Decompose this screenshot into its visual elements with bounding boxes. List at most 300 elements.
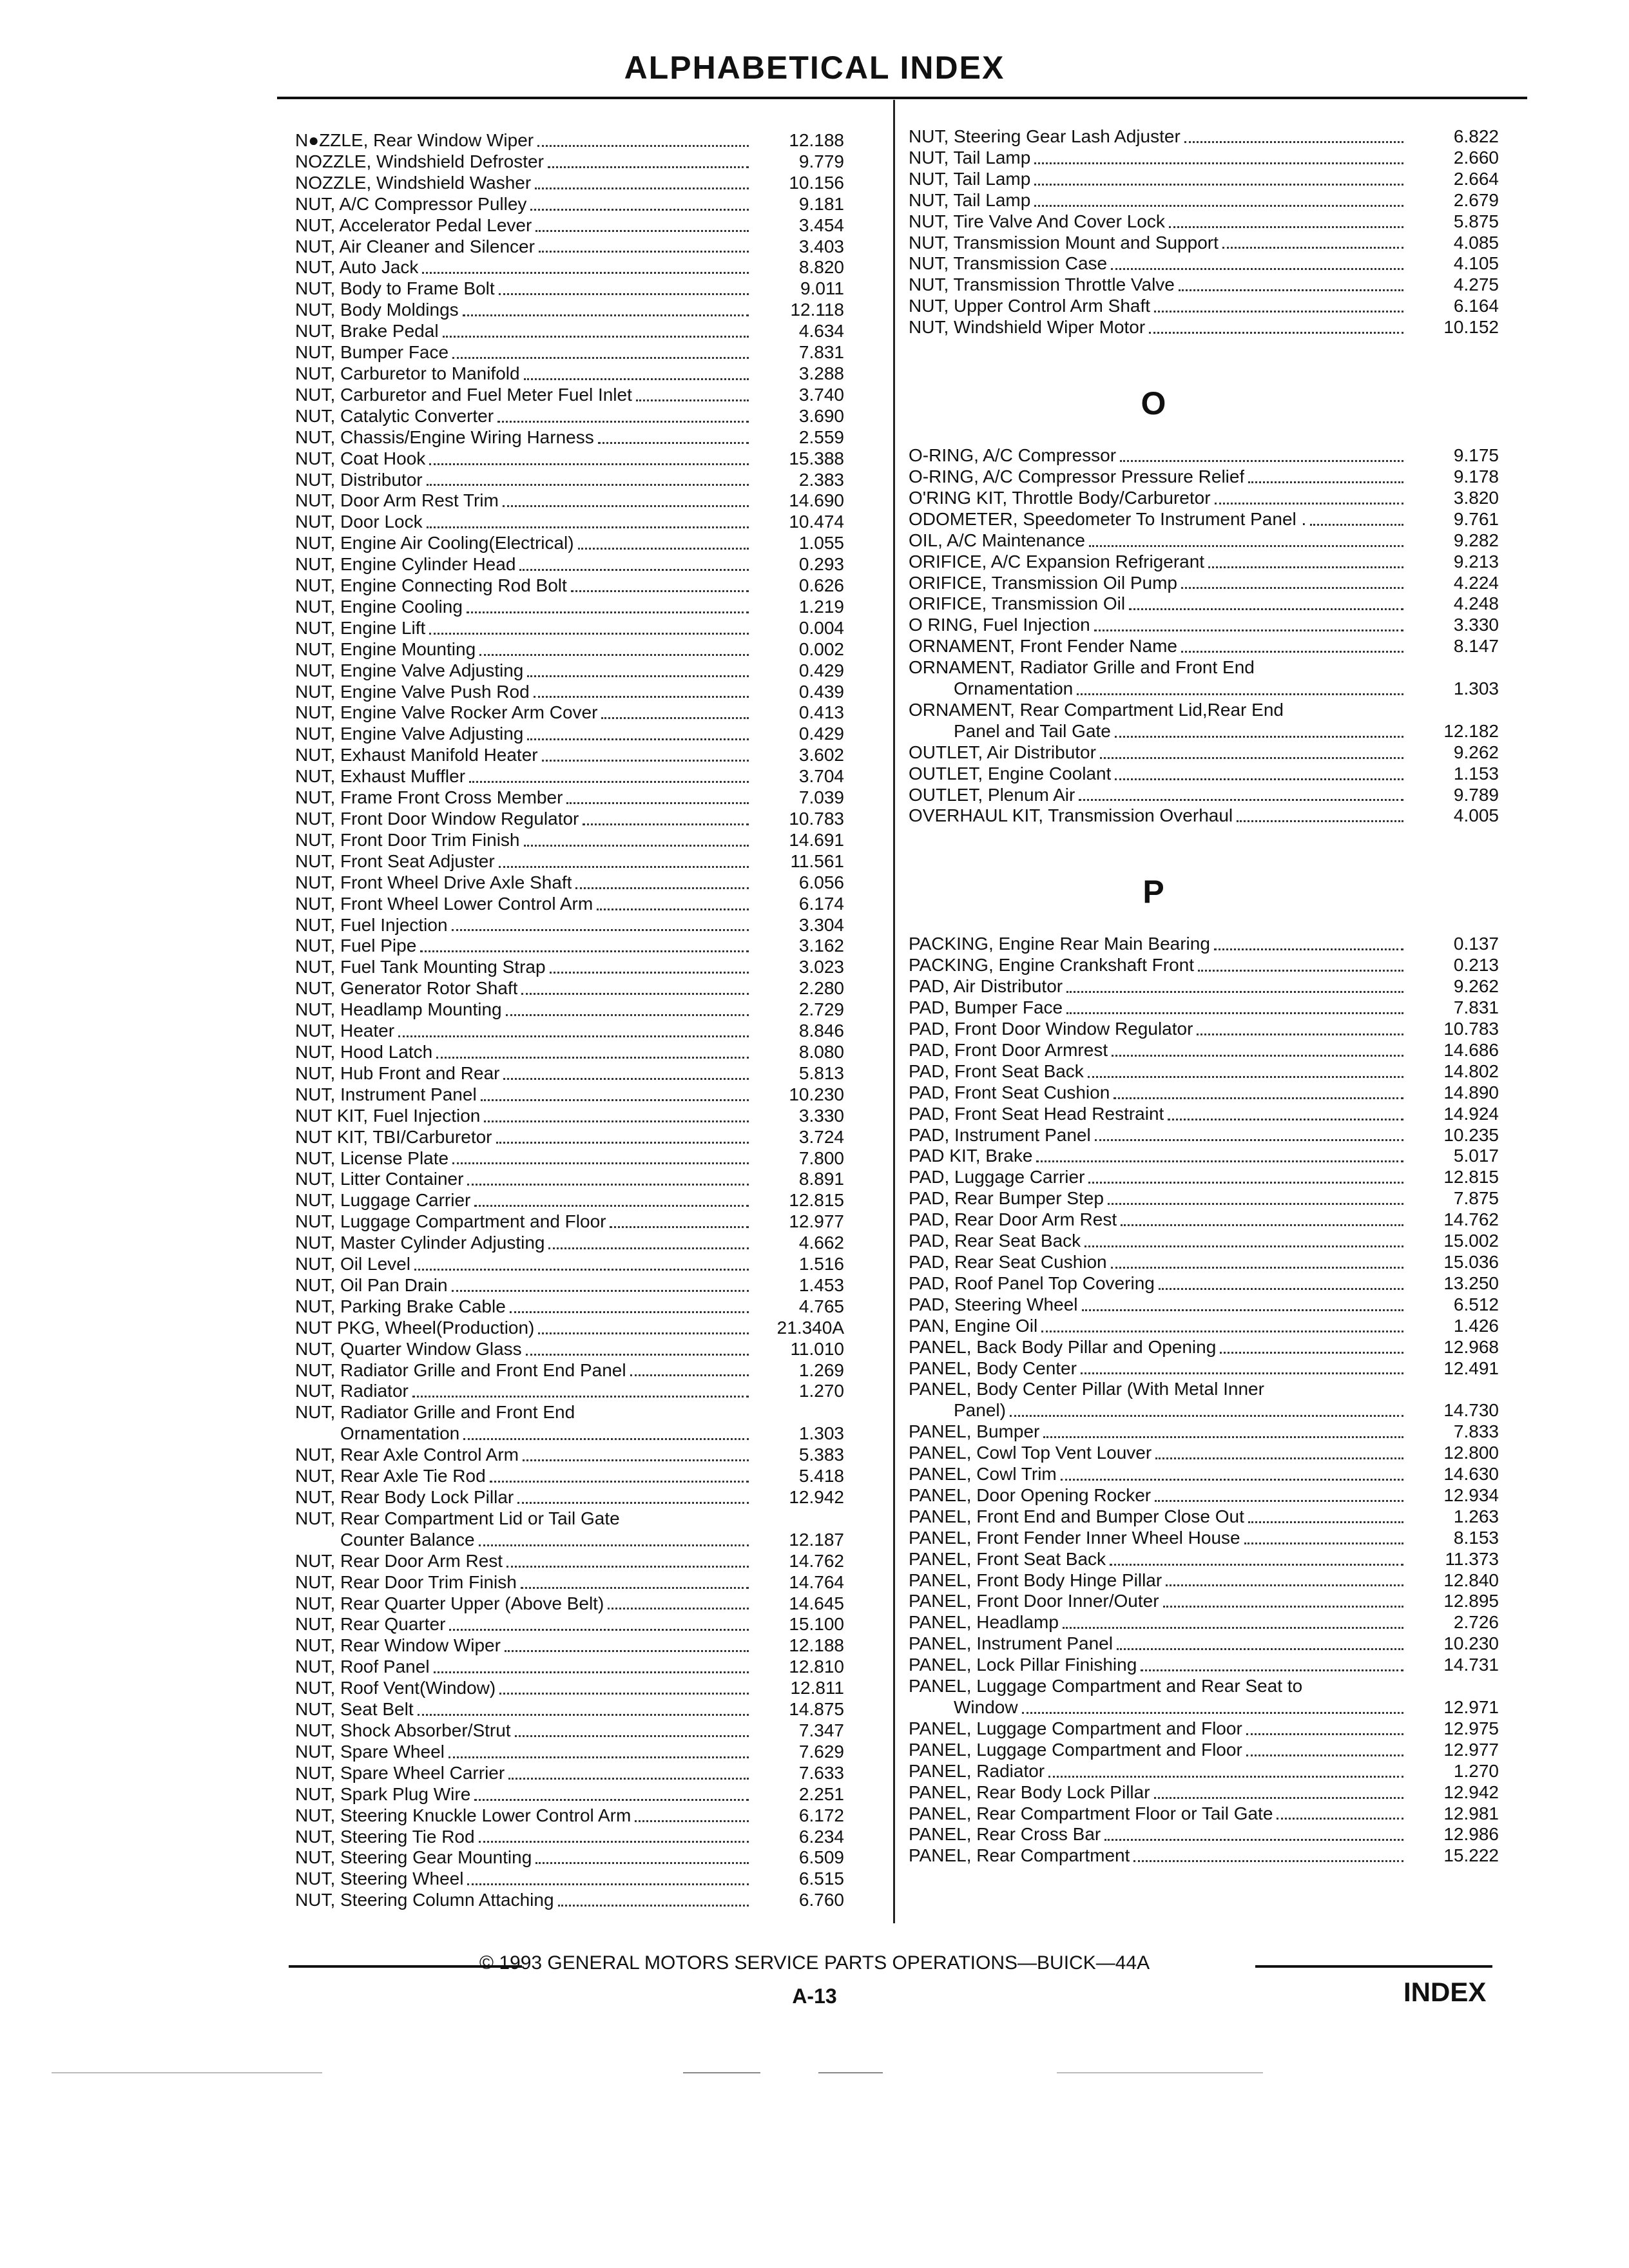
entry-page-ref: 9.779 bbox=[798, 151, 844, 171]
dot-leader bbox=[548, 166, 749, 168]
dot-leader bbox=[526, 1353, 749, 1356]
dot-leader bbox=[598, 441, 749, 444]
dot-leader bbox=[506, 1565, 749, 1568]
dot-leader bbox=[530, 208, 749, 211]
dot-leader bbox=[506, 1014, 749, 1016]
entry-name: NUT, Steering Tie Rod bbox=[295, 1826, 475, 1847]
section-p-entries bbox=[909, 934, 1499, 1867]
entry-page-ref: 1.516 bbox=[798, 1254, 844, 1274]
index-entry bbox=[295, 1063, 844, 1084]
entry-name: NUT, Fuel Pipe bbox=[295, 936, 417, 956]
dot-leader bbox=[539, 250, 749, 253]
dot-leader bbox=[1066, 1012, 1403, 1014]
index-entry bbox=[295, 533, 844, 554]
entry-page-ref: 2.559 bbox=[798, 427, 844, 447]
index-entry bbox=[909, 445, 1499, 466]
index-entry bbox=[909, 1718, 1499, 1740]
entry-name: NUT, Engine Connecting Rod Bolt bbox=[295, 575, 567, 596]
entry-name: PAD, Rear Seat Cushion bbox=[909, 1251, 1107, 1272]
index-entry bbox=[295, 173, 844, 194]
index-entry bbox=[295, 1233, 844, 1254]
entry-name: PAD, Front Seat Cushion bbox=[909, 1082, 1110, 1102]
entry-page-ref: 1.453 bbox=[798, 1274, 844, 1295]
entry-name: NUT, Seat Belt bbox=[295, 1699, 414, 1720]
dot-leader bbox=[479, 653, 749, 656]
index-entry bbox=[909, 509, 1499, 530]
entry-page-ref: 3.704 bbox=[798, 766, 844, 787]
dot-leader bbox=[1121, 1224, 1403, 1226]
entry-page-ref: 12.491 bbox=[1443, 1358, 1499, 1378]
entry-name: NUT, License Plate bbox=[295, 1148, 449, 1168]
entry-name: PAN, Engine Oil bbox=[909, 1315, 1038, 1336]
entry-name: NUT, Generator Rotor Shaft bbox=[295, 978, 518, 999]
dot-leader bbox=[499, 865, 749, 868]
entry-page-ref: 12.981 bbox=[1443, 1803, 1499, 1823]
entry-page-ref: 9.011 bbox=[800, 278, 844, 299]
index-entry bbox=[295, 702, 844, 724]
entry-name: NUT, Spark Plug Wire bbox=[295, 1783, 471, 1804]
index-entry bbox=[295, 682, 844, 703]
entry-page-ref: 1.269 bbox=[798, 1360, 844, 1380]
entry-name: PAD, Rear Bumper Step bbox=[909, 1188, 1104, 1209]
entry-page-ref: 6.515 bbox=[798, 1869, 844, 1889]
dot-leader bbox=[1022, 1711, 1403, 1714]
entry-page-ref: 4.224 bbox=[1453, 572, 1499, 593]
entry-name: OUTLET, Air Distributor bbox=[909, 742, 1096, 762]
entry-page-ref: 0.626 bbox=[798, 575, 844, 596]
entry-page-ref: 0.429 bbox=[798, 724, 844, 744]
entry-page-ref: 4.765 bbox=[798, 1296, 844, 1316]
entry-page-ref: 0.439 bbox=[798, 681, 844, 702]
index-entry bbox=[909, 1824, 1499, 1845]
index-entry bbox=[909, 1782, 1499, 1803]
entry-name: NUT, Rear Quarter bbox=[295, 1614, 446, 1635]
entry-page-ref: 14.802 bbox=[1443, 1061, 1499, 1081]
entry-page-ref: 14.690 bbox=[789, 490, 844, 511]
dot-leader bbox=[1277, 1817, 1403, 1820]
index-entry bbox=[295, 1254, 844, 1275]
entry-page-ref: 9.213 bbox=[1453, 551, 1499, 572]
dot-leader bbox=[1120, 459, 1403, 462]
dot-leader bbox=[1166, 1584, 1403, 1586]
entry-name: OUTLET, Engine Coolant bbox=[909, 763, 1112, 783]
entry-name: PACKING, Engine Rear Main Bearing bbox=[909, 934, 1210, 954]
entry-name: NUT, Rear Axle Tie Rod bbox=[295, 1466, 486, 1486]
dot-leader bbox=[1041, 1330, 1403, 1332]
entry-page-ref: 12.187 bbox=[789, 1529, 844, 1550]
entry-name: O'RING KIT, Throttle Body/Carburetor bbox=[909, 487, 1211, 508]
entry-name: PAD, Air Distributor bbox=[909, 976, 1063, 997]
entry-page-ref: 15.002 bbox=[1443, 1231, 1499, 1251]
index-entry bbox=[909, 1231, 1499, 1252]
entry-name: NUT, Hub Front and Rear bbox=[295, 1062, 500, 1083]
index-entry bbox=[909, 1740, 1499, 1761]
entry-name: NUT, Engine Lift bbox=[295, 617, 426, 638]
dot-leader bbox=[1214, 948, 1403, 950]
entry-page-ref: 14.731 bbox=[1443, 1655, 1499, 1675]
entry-page-ref: 7.831 bbox=[798, 342, 844, 363]
index-entry bbox=[295, 1466, 844, 1487]
entry-page-ref: 8.080 bbox=[798, 1041, 844, 1062]
section-label: INDEX bbox=[1403, 1977, 1487, 2007]
index-entry bbox=[295, 1127, 844, 1148]
dot-leader bbox=[1111, 267, 1403, 270]
entry-name: Ornamentation bbox=[954, 678, 1074, 699]
dot-leader bbox=[496, 1141, 749, 1144]
entry-name: NUT, Spare Wheel Carrier bbox=[295, 1762, 505, 1783]
entry-name: PAD, Luggage Carrier bbox=[909, 1167, 1085, 1187]
entry-name: NUT, Front Door Window Regulator bbox=[295, 809, 579, 829]
dot-leader bbox=[1077, 693, 1403, 695]
entry-name: NUT, Steering Knuckle Lower Control Arm bbox=[295, 1805, 631, 1825]
entry-page-ref: 11.561 bbox=[790, 850, 844, 871]
entry-page-ref: 10.235 bbox=[1443, 1124, 1499, 1145]
dot-leader bbox=[503, 505, 749, 507]
dot-leader bbox=[1181, 586, 1403, 589]
dot-leader bbox=[1084, 1245, 1403, 1247]
entry-name: NUT, Radiator Grille and Front End Panel bbox=[295, 1360, 626, 1380]
entry-page-ref: 10.474 bbox=[789, 512, 844, 532]
dot-leader bbox=[436, 1056, 749, 1059]
entry-page-ref: 0.429 bbox=[798, 660, 844, 680]
entry-name: ODOMETER, Speedometer To Instrument Panel . bbox=[909, 508, 1307, 529]
dot-leader bbox=[1088, 1075, 1403, 1078]
index-entry bbox=[295, 300, 844, 321]
entry-page-ref: 14.645 bbox=[789, 1593, 844, 1613]
index-entry bbox=[909, 1506, 1499, 1528]
dot-leader bbox=[548, 1247, 749, 1249]
index-entry bbox=[909, 1421, 1499, 1443]
index-entry bbox=[909, 233, 1499, 254]
dot-leader bbox=[1169, 226, 1403, 228]
entry-page-ref: 0.002 bbox=[798, 639, 844, 659]
entry-page-ref: 12.895 bbox=[1443, 1591, 1499, 1611]
dot-leader bbox=[398, 1035, 749, 1037]
entry-name: PANEL, Cowl Top Vent Louver bbox=[909, 1443, 1152, 1463]
index-entry bbox=[295, 490, 844, 512]
index-entry bbox=[295, 1635, 844, 1657]
index-entry bbox=[295, 130, 844, 151]
dot-leader bbox=[452, 356, 749, 359]
index-entry bbox=[909, 1697, 1499, 1718]
entry-page-ref: 12.977 bbox=[789, 1211, 844, 1232]
entry-name: NUT, Brake Pedal bbox=[295, 321, 439, 341]
index-entry bbox=[909, 1337, 1499, 1358]
dot-leader bbox=[1222, 246, 1403, 249]
entry-page-ref: 12.182 bbox=[1443, 720, 1499, 741]
index-entry bbox=[909, 552, 1499, 573]
entry-page-ref: 6.234 bbox=[798, 1826, 844, 1847]
entry-page-ref: 8.153 bbox=[1453, 1527, 1499, 1548]
entry-name: NUT, Oil Pan Drain bbox=[295, 1274, 448, 1295]
index-entry bbox=[295, 236, 844, 258]
entry-name: NUT KIT, TBI/Carburetor bbox=[295, 1126, 492, 1147]
dot-leader bbox=[1094, 629, 1403, 631]
index-entry bbox=[295, 512, 844, 533]
entry-page-ref: 0.137 bbox=[1453, 934, 1499, 954]
entry-name: NUT, Litter Container bbox=[295, 1169, 464, 1189]
index-entry bbox=[909, 1845, 1499, 1867]
dot-leader bbox=[1141, 1669, 1403, 1671]
entry-page-ref: 3.162 bbox=[798, 936, 844, 956]
index-entry bbox=[909, 1761, 1499, 1782]
entry-page-ref: 1.426 bbox=[1453, 1315, 1499, 1336]
entry-name: PAD, Bumper Face bbox=[909, 997, 1063, 1018]
index-entry bbox=[909, 1167, 1499, 1188]
entry-name: NUT, Radiator bbox=[295, 1381, 409, 1401]
dot-leader bbox=[1197, 1033, 1403, 1035]
entry-name: NUT, Front Wheel Lower Control Arm bbox=[295, 893, 593, 914]
index-entry bbox=[909, 1188, 1499, 1209]
entry-page-ref: 14.890 bbox=[1443, 1082, 1499, 1102]
dot-leader bbox=[537, 144, 749, 147]
dot-leader bbox=[610, 1225, 749, 1228]
entry-name: OVERHAUL KIT, Transmission Overhaul bbox=[909, 805, 1233, 826]
section-letter-o: O bbox=[1141, 385, 1166, 422]
index-entry bbox=[295, 957, 844, 978]
entry-name: NUT, Steering Column Attaching bbox=[295, 1890, 554, 1910]
dot-leader bbox=[558, 1904, 749, 1907]
index-entry bbox=[295, 1211, 844, 1233]
dot-leader bbox=[1215, 502, 1403, 505]
entry-name: O-RING, A/C Compressor Pressure Relief bbox=[909, 466, 1245, 486]
entry-name: NUT, Steering Gear Mounting bbox=[295, 1847, 532, 1868]
index-entry bbox=[909, 296, 1499, 317]
dot-leader bbox=[1248, 1521, 1403, 1523]
index-entry bbox=[909, 1209, 1499, 1231]
entry-page-ref: 1.270 bbox=[798, 1381, 844, 1401]
dot-leader bbox=[452, 1162, 749, 1164]
entry-name: NUT, Exhaust Muffler bbox=[295, 766, 466, 787]
dot-leader bbox=[1117, 1648, 1403, 1650]
entry-page-ref: 6.174 bbox=[798, 893, 844, 914]
entry-name: NUT, Front Seat Adjuster bbox=[295, 850, 495, 871]
dot-leader bbox=[1043, 1436, 1403, 1438]
entry-name: NUT, Engine Cooling bbox=[295, 596, 463, 617]
entry-page-ref: 3.690 bbox=[798, 405, 844, 426]
entry-name: NUT, Frame Front Cross Member bbox=[295, 787, 563, 808]
entry-name: PANEL, Bumper bbox=[909, 1421, 1040, 1442]
entry-page-ref: 9.181 bbox=[798, 193, 844, 214]
entry-name: PANEL, Front Seat Back bbox=[909, 1548, 1106, 1569]
index-entry bbox=[295, 618, 844, 639]
entry-name: NUT, Engine Valve Rocker Arm Cover bbox=[295, 702, 598, 723]
dot-leader bbox=[1113, 1097, 1403, 1099]
entry-page-ref: 2.679 bbox=[1453, 189, 1499, 210]
entry-page-ref: 4.275 bbox=[1453, 274, 1499, 295]
index-entry bbox=[909, 1591, 1499, 1612]
index-entry bbox=[909, 1464, 1499, 1485]
entry-name: O-RING, A/C Compressor bbox=[909, 445, 1117, 466]
entry-name: NUT, Transmission Throttle Valve bbox=[909, 274, 1175, 295]
dot-leader bbox=[499, 1692, 749, 1695]
entry-page-ref: 1.219 bbox=[798, 596, 844, 617]
dot-leader bbox=[1048, 1775, 1403, 1778]
index-entry bbox=[295, 1678, 844, 1699]
entry-page-ref: 4.662 bbox=[798, 1233, 844, 1253]
entry-page-ref: 12.840 bbox=[1443, 1570, 1499, 1590]
dot-leader bbox=[1220, 1351, 1403, 1354]
index-entry bbox=[909, 1528, 1499, 1549]
index-entry bbox=[909, 253, 1499, 274]
entry-name: NUT, Shock Absorber/Strut bbox=[295, 1720, 511, 1740]
entry-name: NUT, Chassis/Engine Wiring Harness bbox=[295, 427, 594, 447]
scan-artifact bbox=[818, 2072, 883, 2073]
entry-name: PAD, Rear Door Arm Rest bbox=[909, 1209, 1117, 1230]
dot-leader bbox=[1181, 650, 1403, 653]
entry-name: NUT, Body to Frame Bolt bbox=[295, 278, 495, 299]
dot-leader bbox=[542, 759, 749, 762]
entry-name: NUT, Instrument Panel bbox=[295, 1084, 477, 1104]
index-entry bbox=[909, 466, 1499, 488]
entry-name: PANEL, Instrument Panel bbox=[909, 1633, 1113, 1654]
entry-name: O RING, Fuel Injection bbox=[909, 615, 1090, 635]
index-entry bbox=[295, 724, 844, 745]
index-entry bbox=[295, 894, 844, 915]
dot-leader bbox=[524, 844, 749, 847]
index-entry bbox=[295, 1827, 844, 1848]
entry-name: NUT, Windshield Wiper Motor bbox=[909, 317, 1146, 338]
dot-leader bbox=[1198, 969, 1403, 972]
index-entry bbox=[909, 1061, 1499, 1082]
dot-leader bbox=[1010, 1414, 1403, 1417]
dot-leader bbox=[515, 1735, 749, 1737]
dot-leader bbox=[1089, 544, 1403, 547]
entry-page-ref: 1.055 bbox=[798, 533, 844, 553]
index-entry bbox=[295, 745, 844, 766]
entry-page-ref: 12.188 bbox=[789, 130, 844, 150]
index-entry bbox=[909, 764, 1499, 785]
index-entry bbox=[295, 1487, 844, 1508]
dot-leader bbox=[429, 632, 749, 635]
entry-name: NUT, Accelerator Pedal Lever bbox=[295, 215, 532, 235]
dot-leader bbox=[1034, 162, 1403, 164]
entry-name: NUT, Catalytic Converter bbox=[295, 405, 494, 426]
entry-name: OUTLET, Plenum Air bbox=[909, 784, 1075, 805]
index-entry bbox=[909, 976, 1499, 997]
entry-page-ref: 10.230 bbox=[1443, 1633, 1499, 1654]
dot-leader bbox=[1112, 1054, 1403, 1057]
dot-leader bbox=[418, 1713, 749, 1716]
dot-leader bbox=[499, 293, 749, 295]
index-entry bbox=[295, 385, 844, 406]
dot-leader bbox=[414, 1268, 749, 1271]
dot-leader bbox=[601, 716, 749, 719]
entry-name: ORIFICE, A/C Expansion Refrigerant bbox=[909, 551, 1205, 572]
entry-page-ref: 6.509 bbox=[798, 1847, 844, 1868]
scan-artifact bbox=[52, 2072, 322, 2073]
entry-page-ref: 14.686 bbox=[1443, 1039, 1499, 1060]
index-entry bbox=[295, 1296, 844, 1318]
entry-name: PAD, Front Seat Head Restraint bbox=[909, 1103, 1164, 1124]
entry-page-ref: 3.602 bbox=[798, 745, 844, 765]
entry-page-ref: 6.172 bbox=[798, 1805, 844, 1825]
entry-name: NUT, Engine Mounting bbox=[295, 639, 476, 659]
entry-page-ref: 10.152 bbox=[1443, 317, 1499, 338]
entry-page-ref: 12.975 bbox=[1443, 1718, 1499, 1738]
entry-page-ref: 15.100 bbox=[789, 1614, 844, 1635]
index-entry bbox=[909, 169, 1499, 190]
entry-page-ref: 7.831 bbox=[1453, 997, 1499, 1018]
entry-page-ref: 7.347 bbox=[798, 1720, 844, 1740]
entry-name: PANEL, Front End and Bumper Close Out bbox=[909, 1506, 1244, 1526]
index-entry bbox=[295, 257, 844, 278]
entry-page-ref: 14.730 bbox=[1443, 1400, 1499, 1421]
entry-page-ref: 12.815 bbox=[1443, 1167, 1499, 1187]
entry-name: NUT, Engine Air Cooling(Electrical) bbox=[295, 533, 574, 553]
entry-name: NUT, Tail Lamp bbox=[909, 189, 1031, 210]
entry-page-ref: 11.373 bbox=[1445, 1548, 1499, 1569]
section-o-entries bbox=[909, 445, 1499, 827]
index-entry bbox=[909, 1443, 1499, 1464]
entry-page-ref: 3.740 bbox=[798, 384, 844, 405]
index-entry bbox=[295, 1657, 844, 1678]
dot-leader bbox=[571, 590, 749, 592]
index-entry bbox=[295, 830, 844, 851]
dot-leader bbox=[1163, 1605, 1403, 1608]
nut-entries-continued bbox=[909, 126, 1499, 338]
entry-name: NUT, Oil Level bbox=[295, 1254, 410, 1274]
entry-name: PANEL, Rear Body Lock Pillar bbox=[909, 1782, 1150, 1802]
entry-page-ref: 5.418 bbox=[798, 1466, 844, 1486]
dot-leader bbox=[434, 1671, 749, 1673]
entry-name: PAD, Steering Wheel bbox=[909, 1294, 1078, 1314]
index-entry bbox=[295, 1763, 844, 1784]
entry-name: NUT, Door Lock bbox=[295, 512, 423, 532]
entry-name: NUT, Engine Valve Adjusting bbox=[295, 660, 524, 680]
dot-leader bbox=[467, 611, 749, 613]
entry-page-ref: 7.875 bbox=[1453, 1188, 1499, 1209]
index-entry bbox=[909, 742, 1499, 764]
entry-page-ref: 2.280 bbox=[798, 978, 844, 999]
dot-leader bbox=[412, 1395, 749, 1398]
entry-page-ref: 5.383 bbox=[798, 1445, 844, 1465]
index-entry bbox=[909, 573, 1499, 594]
entry-page-ref: 5.875 bbox=[1453, 211, 1499, 231]
entry-page-ref: 12.811 bbox=[790, 1678, 844, 1698]
dot-leader bbox=[1133, 1860, 1403, 1862]
entry-page-ref: 8.820 bbox=[798, 257, 844, 278]
dot-leader bbox=[608, 1607, 749, 1610]
entry-page-ref: 3.330 bbox=[1453, 615, 1499, 635]
entry-name: Counter Balance bbox=[340, 1529, 475, 1550]
index-entry bbox=[295, 1847, 844, 1869]
index-entry-first-line: PANEL, Body Center Pillar (With Metal Inner bbox=[909, 1379, 1264, 1399]
index-entry bbox=[909, 1633, 1499, 1655]
entry-name: PANEL, Back Body Pillar and Opening bbox=[909, 1336, 1217, 1357]
dot-leader bbox=[1310, 523, 1403, 526]
dot-leader bbox=[1246, 1754, 1403, 1756]
index-entry bbox=[295, 1169, 844, 1190]
dot-leader bbox=[1168, 1118, 1403, 1120]
dot-leader bbox=[535, 1861, 749, 1864]
entry-name: PANEL, Cowl Trim bbox=[909, 1464, 1057, 1485]
entry-page-ref: 0.004 bbox=[798, 617, 844, 638]
index-entry bbox=[295, 575, 844, 597]
dot-leader bbox=[1155, 1499, 1403, 1502]
entry-page-ref: 3.724 bbox=[798, 1126, 844, 1147]
dot-leader bbox=[636, 399, 749, 401]
index-entry bbox=[295, 1381, 844, 1402]
entry-page-ref: 4.105 bbox=[1453, 253, 1499, 274]
entry-page-ref: 1.303 bbox=[1453, 678, 1499, 699]
entry-name: NUT, Tire Valve And Cover Lock bbox=[909, 211, 1165, 231]
entry-page-ref: 9.262 bbox=[1453, 742, 1499, 762]
index-entry bbox=[295, 342, 844, 363]
index-entry bbox=[295, 1106, 844, 1127]
dot-leader bbox=[1246, 1733, 1403, 1735]
entry-name: NUT, Air Cleaner and Silencer bbox=[295, 236, 535, 256]
